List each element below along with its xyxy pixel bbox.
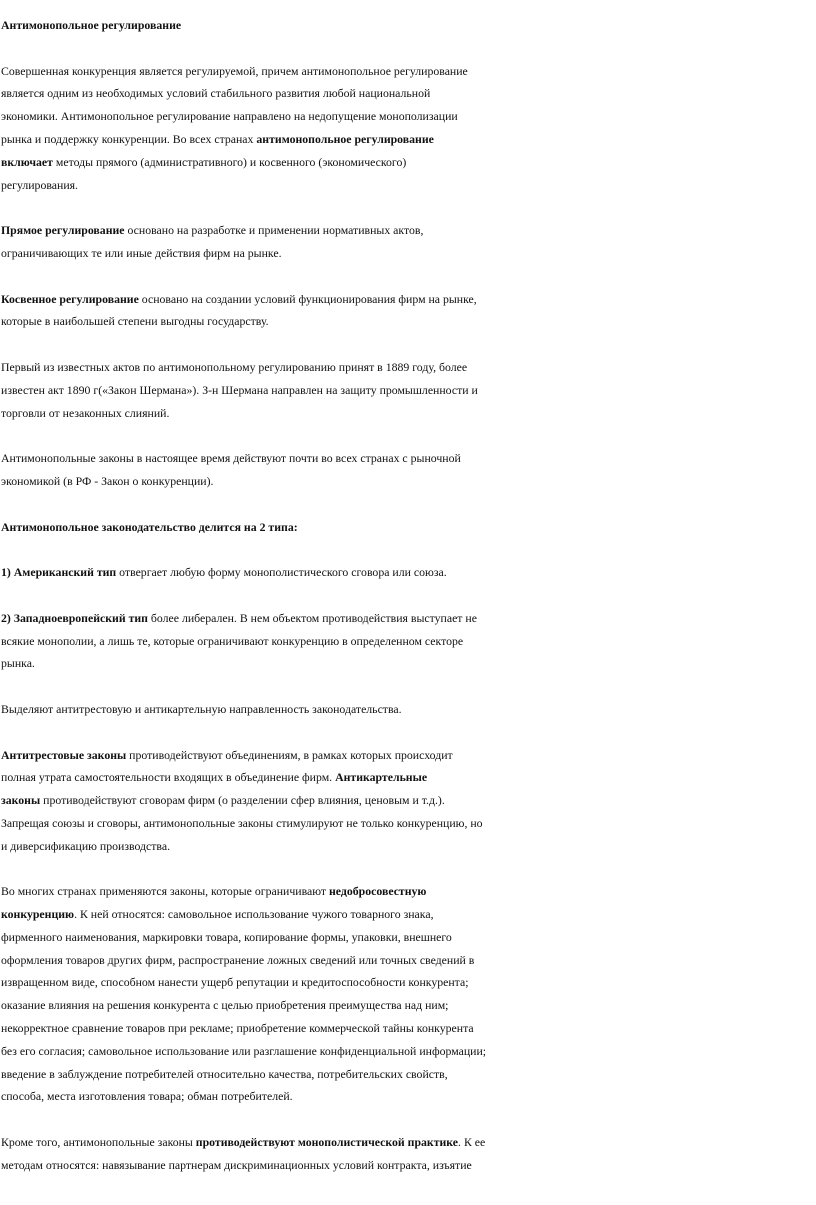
text-line: способа, места изготовления товара; обман потребителей.: [1, 1089, 293, 1104]
text-line: [0, 1131, 816, 1154]
text-line: Первый из известных актов по антимонопольному регулированию принят в 1889 году, более: [1, 359, 468, 374]
paragraph-directions: [0, 698, 816, 721]
text-span: основано на разработке и применении нормативных актов,: [124, 223, 424, 238]
text-line: Выделяют антитрестовую и антикартельную направленность законодательства.: [1, 701, 402, 716]
text-line: всякие монополии, а лишь те, которые ограничивают конкуренцию в определенном секторе: [1, 633, 464, 648]
text-line: торговли от незаконных слияний.: [1, 405, 170, 420]
text-line: методам относятся: навязывание партнерам дискриминационных условий контракта, изъятие: [1, 1157, 472, 1172]
paragraph-monopolistic-practice: [0, 1131, 816, 1177]
text-line: известен акт 1890 г(«Закон Шермана»). З-н Шермана направлен на защиту промышленности и: [1, 382, 478, 397]
text-line: и диверсификацию производства.: [1, 838, 171, 853]
text-span: основано на создании условий функционирования фирм на рынке,: [138, 291, 477, 306]
section-heading: Антимонопольное законодательство делится на 2 типа:: [1, 519, 298, 534]
bold-term: антимонопольное регулирование: [256, 131, 434, 146]
text-span: противодействуют объединениям, в рамках которых происходит: [126, 747, 453, 762]
text-line: [0, 903, 816, 926]
document-title: Антимонопольное регулирование: [1, 18, 182, 32]
bold-term: 1) Американский тип: [1, 565, 117, 580]
paragraph-european-type: [0, 607, 816, 675]
paragraph-direct-regulation: [0, 219, 816, 265]
text-line: [0, 880, 816, 903]
text-line: извращенном виде, способном нанести ущерб репутации и кредитоспособности конкурента;: [1, 975, 469, 990]
text-span: рынка и поддержку конкуренции. Во всех странах: [1, 131, 257, 146]
text-span: полная утрата самостоятельности входящих в объединение фирм.: [1, 770, 336, 785]
text-line: [0, 744, 816, 767]
text-line: оформления товаров других фирм, распространение ложных сведений или точных сведений в: [1, 952, 475, 967]
text-span: Во многих странах применяются законы, которые ограничивают: [1, 884, 329, 899]
text-line: Запрещая союзы и сговоры, антимонопольные законы стимулируют не только конкуренцию, но: [1, 815, 483, 830]
bold-term: Антикартельные: [335, 770, 428, 785]
text-line: является одним из необходимых условий стабильного развития любой национальной: [1, 86, 431, 101]
text-line: введение в заблуждение потребителей относительно качества, потребительских свойств,: [1, 1066, 448, 1081]
text-line: рынка.: [1, 656, 35, 671]
text-span: отвергает любую форму монополистического сговора или союза.: [116, 565, 447, 580]
text-span: . К ней относятся: самовольное использование чужого товарного знака,: [74, 907, 434, 922]
text-line: экономикой (в РФ - Закон о конкуренции).: [1, 473, 214, 488]
document-page: [0, 14, 816, 1177]
text-span: более либерален. В нем объектом противодействия выступает не: [147, 610, 477, 625]
text-line: [0, 789, 816, 812]
text-span: . К ее: [458, 1135, 486, 1150]
text-line: [0, 766, 816, 789]
text-line: Совершенная конкуренция является регулируемой, причем антимонопольное регулирование: [1, 63, 468, 78]
text-line: [0, 607, 816, 630]
text-line: оказание влияния на решения конкурента с целью приобретения преимущества над ним;: [1, 998, 449, 1013]
bold-term: Прямое регулирование: [1, 223, 125, 238]
text-line: [0, 288, 816, 311]
text-line: [0, 128, 816, 151]
paragraph-unfair-competition: [0, 880, 816, 1108]
text-span: Кроме того, антимонопольные законы: [1, 1135, 196, 1150]
bold-term: Косвенное регулирование: [1, 291, 139, 306]
text-line: [0, 219, 816, 242]
paragraph-sherman-act: [0, 356, 816, 424]
text-span: противодействуют сговорам фирм (о разделении сфер влияния, ценовым и т.д.).: [40, 793, 445, 808]
bold-term: включает: [1, 154, 53, 169]
bold-term: конкуренцию: [1, 907, 75, 922]
text-line: без его согласия; самовольное использование или разглашение конфиденциальной информации;: [1, 1043, 487, 1058]
paragraph-intro: [0, 60, 816, 197]
text-line: фирменного наименования, маркировки товара, копирование формы, упаковки, внешнего: [1, 929, 452, 944]
text-line: экономики. Антимонопольное регулирование направлено на недопущение монополизации: [1, 109, 458, 124]
paragraph-antitrust: [0, 744, 816, 858]
paragraph-american-type: [0, 561, 816, 584]
text-line: некорректное сравнение товаров при рекламе; приобретение коммерческой тайны конкурента: [1, 1021, 474, 1036]
text-span: методы прямого (административного) и косвенного (экономического): [52, 154, 407, 169]
text-line: [0, 561, 816, 584]
text-line: [0, 151, 816, 174]
text-line: Антимонопольные законы в настоящее время действуют почти во всех странах с рыночной: [1, 451, 461, 466]
bold-term: законы: [1, 793, 41, 808]
text-line: ограничивающих те или иные действия фирм на рынке.: [1, 245, 282, 260]
paragraph-laws-today: [0, 447, 816, 493]
bold-term: противодействуют монополистической практике: [195, 1135, 459, 1150]
bold-term: Антитрестовые законы: [1, 747, 127, 762]
text-line: которые в наибольшей степени выгодны государству.: [1, 314, 269, 329]
bold-term: 2) Западноевропейский тип: [1, 610, 148, 625]
paragraph-indirect-regulation: [0, 288, 816, 334]
text-line: регулирования.: [1, 177, 79, 192]
bold-term: недобросовестную: [329, 884, 427, 899]
